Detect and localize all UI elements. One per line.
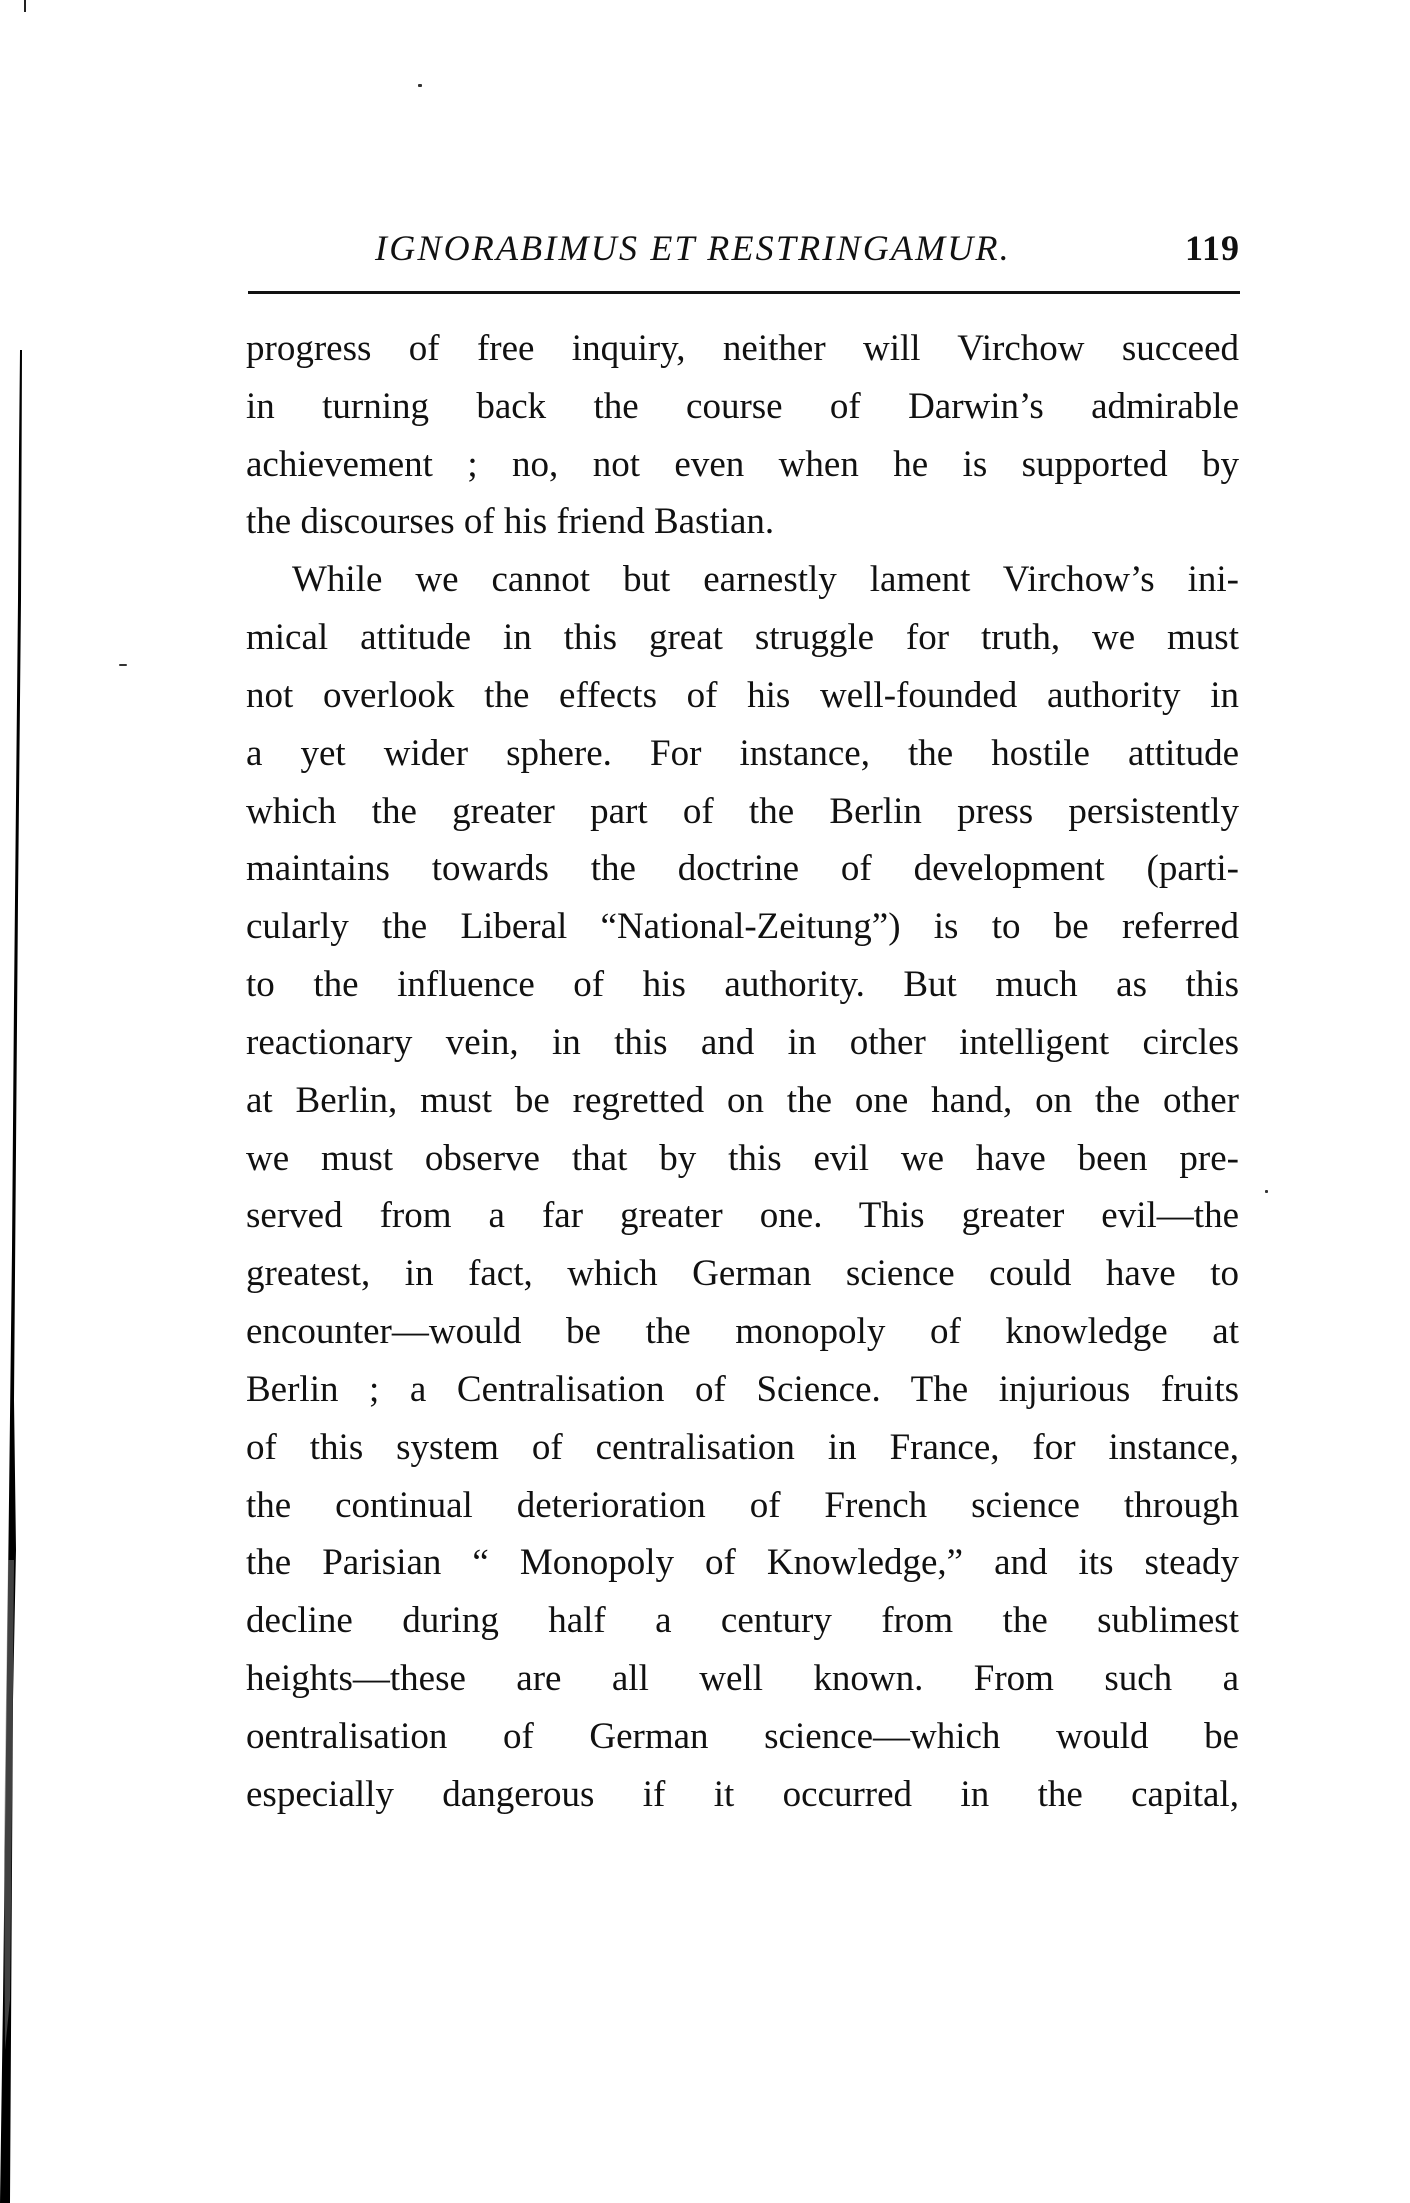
text-line: decline during half a century from the sublimest <box>246 1600 1239 1642</box>
scan-speck <box>418 84 422 87</box>
text-line: progress of free inquiry, neither will Virchow succeed <box>246 328 1239 369</box>
text-line: we must observe that by this evil we have been pre- <box>246 1137 1239 1179</box>
body-text <box>246 320 1239 1824</box>
scan-mark <box>24 0 26 12</box>
text-line: a yet wider sphere. For instance, the hostile attitude <box>246 732 1239 774</box>
text-line: not overlook the effects of his well-founded authority in <box>246 674 1239 716</box>
header-rule <box>248 291 1240 294</box>
scan-speck <box>1265 1190 1268 1193</box>
paragraph <box>246 551 1239 1823</box>
text-line: the discourses of his friend Bastian. <box>246 501 775 543</box>
text-line: cularly the Liberal “National-Zeitung”) is to be referred <box>246 906 1239 948</box>
text-line: achievement ; no, not even when he is supported by <box>246 443 1239 485</box>
scan-speck <box>119 664 127 666</box>
text-line: which the greater part of the Berlin press persistently <box>246 790 1239 832</box>
text-line: oentralisation of German science—which would be <box>246 1715 1239 1757</box>
text-line: the continual deterioration of French science through <box>246 1484 1239 1526</box>
running-head <box>246 226 1240 270</box>
text-line: heights—these are all well known. From such a <box>246 1658 1239 1700</box>
text-line: reactionary vein, in this and in other intelligent circles <box>246 1021 1239 1063</box>
text-line: to the influence of his authority. But much as this <box>246 964 1239 1006</box>
paragraph <box>246 320 1239 551</box>
text-line: served from a far greater one. This greater evil—the <box>246 1195 1239 1237</box>
text-line: encounter—would be the monopoly of knowledge at <box>246 1311 1239 1353</box>
text-line: mical attitude in this great struggle for truth, we must <box>246 617 1239 659</box>
text-line: maintains towards the doctrine of development (parti- <box>246 848 1239 890</box>
text-line: the Parisian “ Monopoly of Knowledge,” and its steady <box>246 1542 1239 1584</box>
text-line: greatest, in fact, which German science could have to <box>246 1253 1239 1295</box>
running-title: IGNORABIMUS ET RESTRINGAMUR. <box>375 228 1011 268</box>
page-number: 119 <box>1184 228 1240 268</box>
binding-shadow <box>0 0 40 2203</box>
text-line: of this system of centralisation in France, for instance, <box>246 1426 1239 1468</box>
text-line: in turning back the course of Darwin’s admirable <box>246 385 1239 427</box>
text-line: Berlin ; a Centralisation of Science. The injurious fruits <box>246 1368 1239 1410</box>
text-line: especially dangerous if it occurred in the capital, <box>246 1773 1239 1815</box>
text-line: While we cannot but earnestly lament Virchow’s ini- <box>292 559 1239 601</box>
text-line: at Berlin, must be regretted on the one hand, on the other <box>246 1079 1239 1121</box>
